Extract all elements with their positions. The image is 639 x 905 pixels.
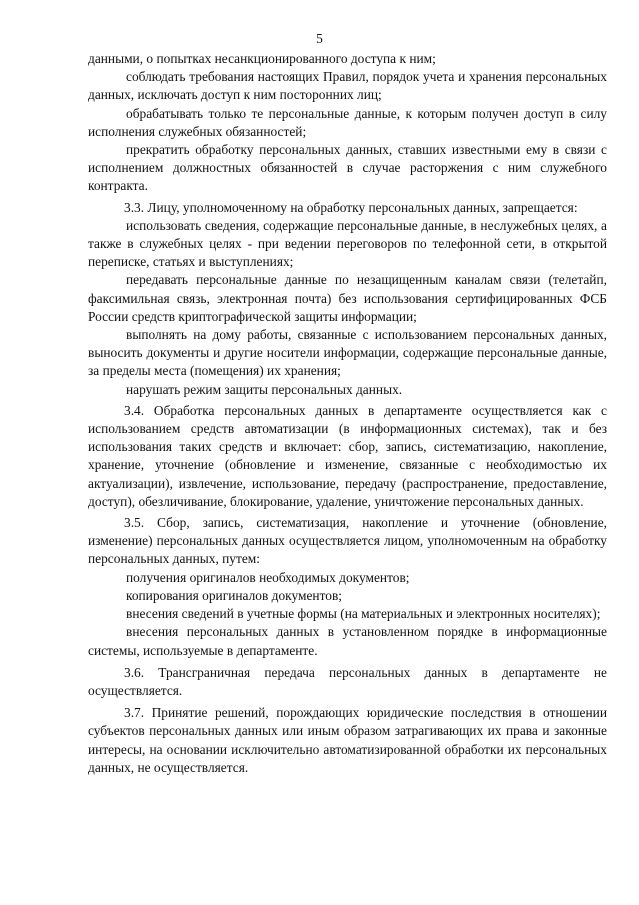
section-3-7: 3.7. Принятие решений, порождающих юридические последствия в отношении субъектов персональных данных или иным образом затрагивающих их права и законные интересы, на основании исключительно автоматизированной обработки их персональных данных, не осуществляется. <box>88 705 607 775</box>
paragraph: нарушать режим защиты персональных данных. <box>126 381 403 397</box>
paragraph: копирования оригиналов документов; <box>126 587 343 603</box>
document-body <box>88 50 607 777</box>
paragraph: внесения сведений в учетные формы (на материальных и электронных носителях); <box>126 606 601 622</box>
paragraph: соблюдать требования настоящих Правил, порядок учета и хранения персональных данных, исключать доступ к ним посторонних лиц; <box>88 69 607 103</box>
paragraph: прекратить обработку персональных данных, ставших известными ему в связи с исполнением должностных обязанностей в случае расторжения с ним служебного контракта. <box>88 142 607 194</box>
paragraph: передавать персональные данные по незащищенным каналам связи (телетайп, факсимильная связь, электронная почта) без использования сертифицированных ФСБ России средств криптографической защиты информации; <box>88 272 607 324</box>
section-heading-3-3: 3.3. Лицу, уполномоченному на обработку персональных данных, запрещается: <box>124 199 578 215</box>
paragraph: использовать сведения, содержащие персональные данные, в неслужебных целях, а также в служебных целях - при ведении переговоров по телефонной сети, в открытой переписке, статьях и выступлениях; <box>88 217 607 270</box>
section-3-5: 3.5. Сбор, запись, систематизация, накопление и уточнение (обновление, изменение) персональных данных осуществляется лицом, уполномоченным на обработку персональных данных, путем: <box>88 515 607 567</box>
paragraph: обрабатывать только те персональные данные, к которым получен доступ в силу исполнения служебных обязанностей; <box>88 105 607 139</box>
paragraph: данными, о попытках несанкционированного доступа к ним; <box>88 51 436 66</box>
paragraph: выполнять на дому работы, связанные с использованием персональных данных, выносить документы и другие носители информации, содержащие персональные данные, за пределы места (помещения) их хранения; <box>88 327 607 379</box>
paragraph: внесения персональных данных в установленном порядке в информационные системы, используемые в департаменте. <box>88 624 607 658</box>
page-number: 5 <box>316 31 323 46</box>
section-3-4: 3.4. Обработка персональных данных в департаменте осуществляется как с использованием средств автоматизации (в информационных системах), так и без использования таких средств и включает: сбор, запись, систематизацию, накопление, хранение, уточнение (обновление и изменение, связанные с необходимостью их актуализации), извлечение, использование, передачу (распространение, предоставление, доступ), обезличивание, блокирование, удаление, уничтожение персональных данных. <box>88 402 607 509</box>
paragraph: получения оригиналов необходимых документов; <box>126 569 410 585</box>
section-3-6: 3.6. Трансграничная передача персональных данных в департаменте не осуществляется. <box>88 664 607 698</box>
